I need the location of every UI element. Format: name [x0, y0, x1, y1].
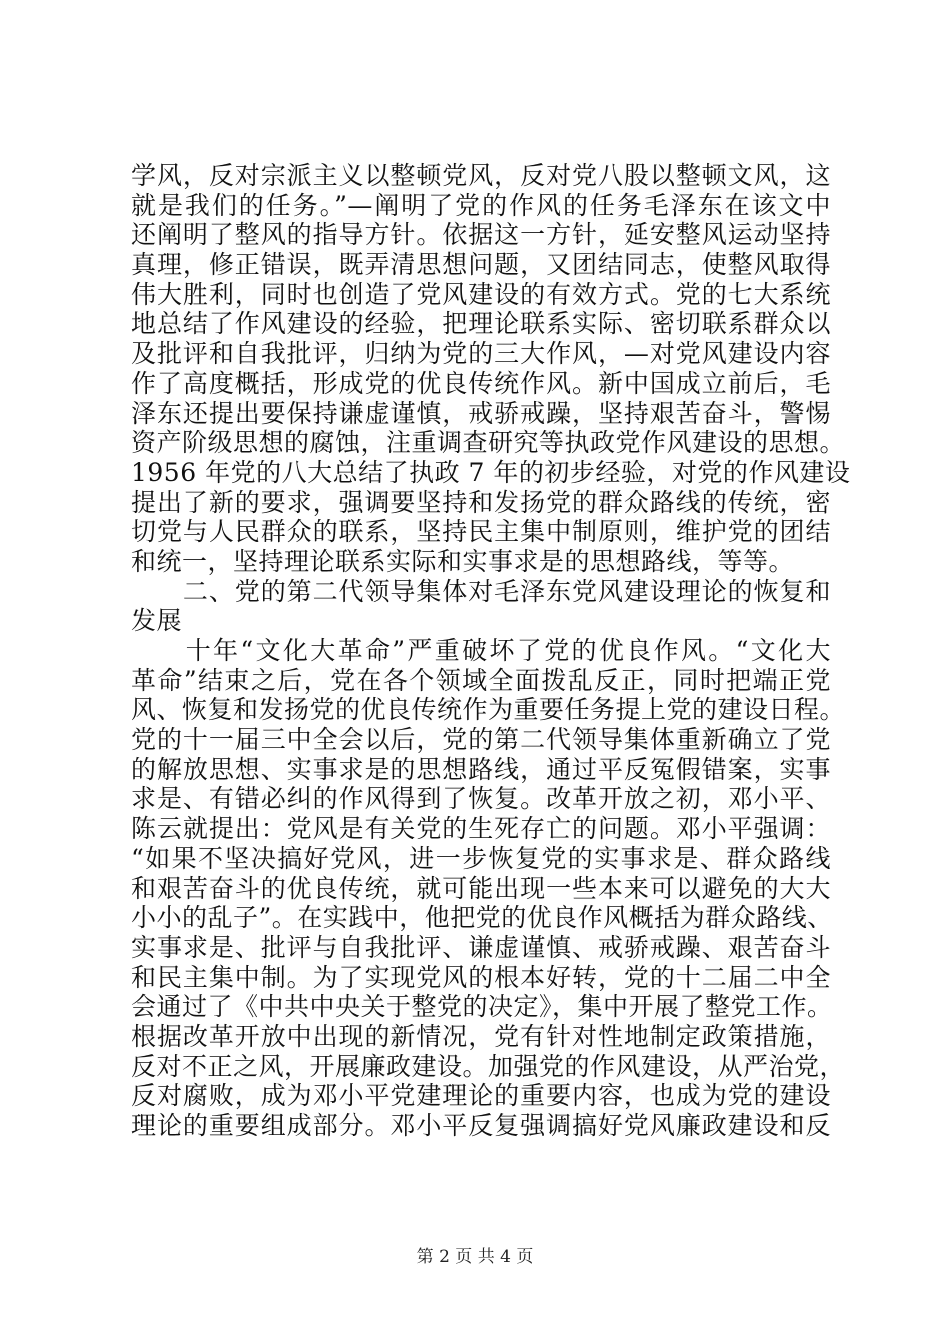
text-line: 和统一，坚持理论联系实际和实事求是的思想路线，等等。 — [131, 546, 795, 576]
section-heading-line: 发展 — [131, 606, 183, 636]
text-line: 反对腐败，成为邓小平党建理论的重要内容，也成为党的建设 — [131, 1081, 831, 1111]
text-line: 泽东还提出要保持谦虚谨慎，戒骄戒躁，坚持艰苦奋斗，警惕 — [131, 398, 831, 428]
text-line: 及批评和自我批评，归纳为党的三大作风，—对党风建设内容 — [131, 339, 831, 369]
text-line: “如果不坚决搞好党风，进一步恢复党的实事求是、群众路线 — [131, 843, 831, 873]
text-line: 十年“文化大革命”严重破坏了党的优良作风。“文化大 — [131, 636, 831, 665]
text-line: 根据改革开放中出现的新情况，党有针对性地制定政策措施， — [131, 1021, 831, 1051]
text-line: 风、恢复和发扬党的优良传统作为重要任务提上党的建设日程。 — [131, 695, 846, 725]
text-line: 作了高度概括，形成党的优良传统作风。新中国成立前后，毛 — [131, 368, 831, 398]
text-line: 切党与人民群众的联系，坚持民主集中制原则，维护党的团结 — [131, 517, 831, 547]
body-text — [131, 161, 851, 1141]
page-number-footer: 第 2 页 共 4 页 — [416, 1247, 534, 1267]
text-line: 的解放思想、实事求是的思想路线，通过平反冤假错案，实事 — [131, 754, 831, 784]
text-line: 陈云就提出：党风是有关党的生死存亡的问题。邓小平强调： — [131, 814, 831, 844]
text-line: 地总结了作风建设的经验，把理论联系实际、密切联系群众以 — [131, 309, 831, 339]
text-line: 党的十一届三中全会以后，党的第二代领导集体重新确立了党 — [131, 725, 831, 755]
text-line: 会通过了《中共中央关于整党的决定》，集中开展了整党工作。 — [131, 992, 833, 1022]
text-line: 和民主集中制。为了实现党风的根本好转，党的十二届二中全 — [131, 962, 831, 992]
text-line: 学风，反对宗派主义以整顿党风，反对党八股以整顿文风，这 — [131, 161, 831, 190]
text-line: 求是、有错必纠的作风得到了恢复。改革开放之初，邓小平、 — [131, 784, 831, 814]
text-line: 反对不正之风，开展廉政建设。加强党的作风建设，从严治党， — [131, 1051, 846, 1081]
text-line: 和艰苦奋斗的优良传统，就可能出现一些本来可以避免的大大 — [131, 873, 831, 903]
text-line: 理论的重要组成部分。邓小平反复强调搞好党风廉政建设和反 — [131, 1111, 831, 1140]
text-line: 革命”结束之后，党在各个领域全面拨乱反正，同时把端正党 — [131, 665, 831, 695]
text-line: 小小的乱子”。在实践中，他把党的优良作风概括为群众路线、 — [131, 903, 833, 933]
text-line: 伟大胜利，同时也创造了党风建设的有效方式。党的七大系统 — [131, 279, 831, 309]
text-line: 就是我们的任务。”—阐明了党的作风的任务毛泽东在该文中 — [131, 190, 831, 220]
text-line: 真理，修正错误，既弄清思想问题，又团结同志，使整风取得 — [131, 250, 831, 280]
text-line: 实事求是、批评与自我批评、谦虚谨慎、戒骄戒躁、艰苦奋斗 — [131, 932, 831, 962]
text-line: 还阐明了整风的指导方针。依据这一方针，延安整风运动坚持 — [131, 220, 831, 250]
text-line: 资产阶级思想的腐蚀，注重调查研究等执政党作风建设的思想。 — [131, 428, 846, 458]
section-heading-line: 二、党的第二代领导集体对毛泽东党风建设理论的恢复和 — [131, 576, 831, 606]
text-line: 提出了新的要求，强调要坚持和发扬党的群众路线的传统，密 — [131, 487, 831, 517]
text-line: 1956 年党的八大总结了执政 7 年的初步经验，对党的作风建设 — [131, 457, 851, 487]
